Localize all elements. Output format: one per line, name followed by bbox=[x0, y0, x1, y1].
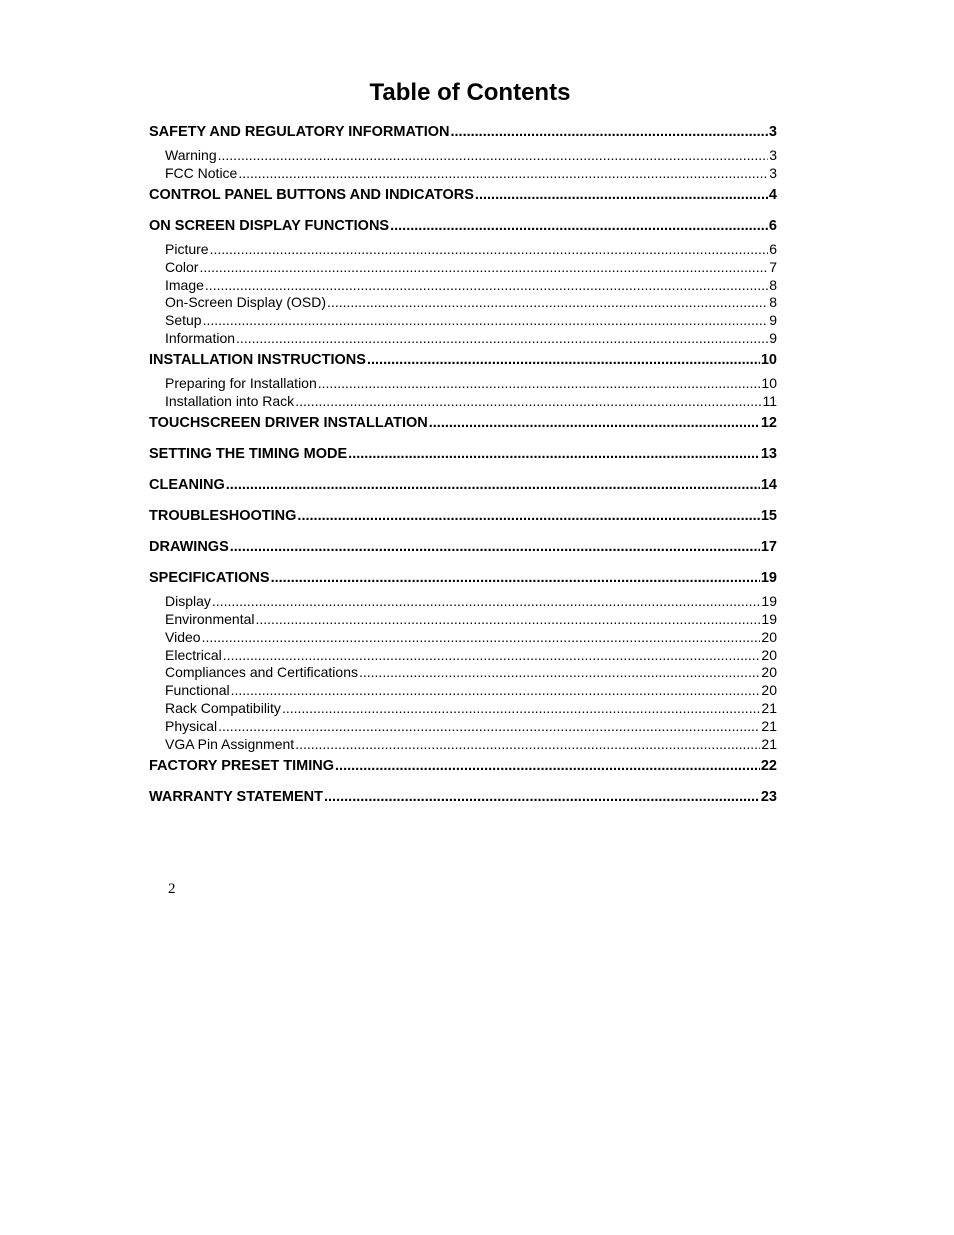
toc-entry-label: Information bbox=[165, 330, 236, 347]
toc-subsection-entry[interactable] bbox=[149, 311, 777, 329]
toc-subsection-entry[interactable] bbox=[149, 392, 777, 410]
toc-subsection-entry[interactable] bbox=[149, 628, 777, 646]
toc-entry-label: Display bbox=[165, 592, 211, 609]
toc-entry-label: Physical bbox=[165, 718, 218, 735]
toc-entry-page: 3 bbox=[768, 124, 777, 140]
toc-entry-page: 12 bbox=[760, 414, 777, 431]
toc-entry-label: Electrical bbox=[165, 646, 222, 663]
toc-entry-label: CONTROL PANEL BUTTONS AND INDICATORS bbox=[149, 186, 474, 203]
toc-dot-leader bbox=[297, 506, 759, 526]
toc-entry-page: 7 bbox=[769, 258, 777, 275]
toc-entry-page: 21 bbox=[761, 736, 777, 753]
toc-entry-page: 11 bbox=[762, 393, 777, 410]
toc-section-entry[interactable] bbox=[149, 756, 777, 776]
toc-dot-leader bbox=[205, 276, 768, 294]
toc-subsection-entry[interactable] bbox=[149, 293, 777, 311]
toc-dot-leader bbox=[203, 311, 769, 329]
toc-entry-label: On-Screen Display (OSD) bbox=[165, 294, 327, 311]
toc-entry-label: Video bbox=[165, 628, 201, 645]
toc-dot-leader bbox=[295, 392, 761, 410]
toc-entry-label: SPECIFICATIONS bbox=[149, 569, 270, 586]
toc-entry-page: 19 bbox=[760, 569, 777, 586]
toc-entry-label: Compliances and Certifications bbox=[165, 664, 358, 681]
toc-entry-page: 19 bbox=[761, 610, 777, 627]
toc-dot-leader bbox=[231, 681, 761, 699]
toc-entry-page: 6 bbox=[768, 217, 777, 234]
toc-dot-leader bbox=[450, 122, 767, 142]
toc-entry-page: 21 bbox=[761, 718, 777, 735]
table-of-contents bbox=[149, 122, 777, 807]
toc-subsection-entry[interactable] bbox=[149, 699, 777, 717]
toc-dot-leader bbox=[223, 646, 761, 664]
toc-entry-label: ON SCREEN DISPLAY FUNCTIONS bbox=[149, 217, 390, 234]
toc-entry-label: TROUBLESHOOTING bbox=[149, 507, 297, 524]
toc-entry-label: INSTALLATION INSTRUCTIONS bbox=[149, 352, 366, 369]
toc-subsection-entry[interactable] bbox=[149, 681, 777, 699]
toc-dot-leader bbox=[212, 592, 761, 610]
toc-entry-label: FCC Notice bbox=[165, 164, 238, 181]
toc-subsection-entry[interactable] bbox=[149, 146, 777, 164]
toc-dot-leader bbox=[335, 756, 760, 776]
toc-dot-leader bbox=[218, 146, 769, 164]
toc-dot-leader bbox=[318, 374, 761, 392]
toc-entry-page: 17 bbox=[760, 538, 777, 555]
toc-entry-label: CLEANING bbox=[149, 476, 225, 493]
toc-entry-page: 20 bbox=[761, 682, 777, 699]
toc-subsection-entry[interactable] bbox=[149, 646, 777, 664]
toc-entry-label: SAFETY AND REGULATORY INFORMATION bbox=[149, 124, 450, 140]
toc-entry-page: 22 bbox=[760, 757, 777, 774]
toc-entry-page: 4 bbox=[768, 186, 777, 203]
toc-section-entry[interactable] bbox=[149, 537, 777, 557]
toc-dot-leader bbox=[390, 216, 768, 236]
toc-entry-page: 6 bbox=[769, 240, 777, 257]
toc-entry-label: Preparing for Installation bbox=[165, 375, 317, 392]
toc-dot-leader bbox=[324, 787, 760, 807]
toc-entry-label: Picture bbox=[165, 240, 209, 257]
toc-subsection-entry[interactable] bbox=[149, 240, 777, 258]
toc-subsection-entry[interactable] bbox=[149, 374, 777, 392]
toc-subsection-entry[interactable] bbox=[149, 258, 777, 276]
toc-entry-page: 13 bbox=[760, 445, 777, 462]
toc-dot-leader bbox=[256, 610, 761, 628]
toc-entry-page: 9 bbox=[769, 312, 777, 329]
toc-entry-label: Image bbox=[165, 276, 204, 293]
toc-entry-label: SETTING THE TIMING MODE bbox=[149, 445, 348, 462]
toc-entry-page: 14 bbox=[760, 476, 777, 493]
toc-subsection-entry[interactable] bbox=[149, 276, 777, 294]
toc-dot-leader bbox=[475, 185, 768, 205]
toc-dot-leader bbox=[218, 717, 760, 735]
toc-entry-page: 19 bbox=[761, 592, 777, 609]
toc-subsection-entry[interactable] bbox=[149, 610, 777, 628]
toc-entry-label: Functional bbox=[165, 682, 230, 699]
toc-entry-page: 3 bbox=[769, 164, 777, 181]
toc-dot-leader bbox=[199, 258, 768, 276]
toc-section-entry[interactable] bbox=[149, 350, 777, 370]
toc-dot-leader bbox=[282, 699, 760, 717]
toc-section-entry[interactable] bbox=[149, 122, 777, 142]
toc-entry-label: Environmental bbox=[165, 610, 255, 627]
toc-entry-label: Rack Compatibility bbox=[165, 700, 281, 717]
toc-entry-page: 10 bbox=[761, 375, 777, 392]
toc-section-entry[interactable] bbox=[149, 475, 777, 495]
toc-dot-leader bbox=[210, 240, 769, 258]
toc-entry-label: Installation into Rack bbox=[165, 393, 295, 410]
toc-dot-leader bbox=[359, 663, 760, 681]
toc-subsection-entry[interactable] bbox=[149, 592, 777, 610]
toc-subsection-entry[interactable] bbox=[149, 663, 777, 681]
toc-entry-page: 8 bbox=[769, 276, 777, 293]
toc-section-entry[interactable] bbox=[149, 568, 777, 588]
toc-entry-page: 3 bbox=[769, 147, 777, 163]
toc-entry-page: 20 bbox=[761, 628, 777, 645]
toc-entry-page: 21 bbox=[761, 700, 777, 717]
toc-section-entry[interactable] bbox=[149, 216, 777, 236]
toc-entry-label: Color bbox=[165, 258, 199, 275]
toc-dot-leader bbox=[238, 164, 768, 182]
toc-subsection-entry[interactable] bbox=[149, 164, 777, 182]
toc-entry-label: Setup bbox=[165, 312, 202, 329]
toc-entry-label: Warning bbox=[165, 147, 217, 163]
toc-subsection-entry[interactable] bbox=[149, 735, 777, 753]
toc-dot-leader bbox=[348, 444, 760, 464]
toc-entry-page: 20 bbox=[761, 646, 777, 663]
toc-dot-leader bbox=[367, 350, 760, 370]
toc-subsection-entry[interactable] bbox=[149, 717, 777, 735]
toc-entry-page: 20 bbox=[761, 664, 777, 681]
toc-entry-label: TOUCHSCREEN DRIVER INSTALLATION bbox=[149, 414, 428, 431]
toc-entry-label: VGA Pin Assignment bbox=[165, 736, 295, 753]
toc-dot-leader bbox=[236, 329, 768, 347]
toc-entry-page: 10 bbox=[760, 352, 777, 369]
toc-section-entry[interactable] bbox=[149, 506, 777, 526]
toc-entry-label: WARRANTY STATEMENT bbox=[149, 788, 323, 805]
toc-dot-leader bbox=[429, 413, 760, 433]
toc-section-entry[interactable] bbox=[149, 413, 777, 433]
toc-entry-page: 23 bbox=[760, 788, 777, 805]
toc-dot-leader bbox=[202, 628, 761, 646]
toc-entry-label: DRAWINGS bbox=[149, 538, 229, 555]
toc-dot-leader bbox=[327, 293, 768, 311]
toc-section-entry[interactable] bbox=[149, 787, 777, 807]
toc-dot-leader bbox=[230, 537, 760, 557]
toc-subsection-entry[interactable] bbox=[149, 329, 777, 347]
toc-entry-page: 8 bbox=[769, 294, 777, 311]
page-title: Table of Contents bbox=[369, 79, 571, 106]
toc-entry-page: 15 bbox=[760, 507, 777, 524]
page-number: 2 bbox=[168, 881, 176, 897]
toc-entry-label: FACTORY PRESET TIMING bbox=[149, 757, 335, 774]
toc-entry-page: 9 bbox=[769, 330, 777, 347]
toc-section-entry[interactable] bbox=[149, 185, 777, 205]
toc-dot-leader bbox=[295, 735, 760, 753]
toc-section-entry[interactable] bbox=[149, 444, 777, 464]
toc-dot-leader bbox=[226, 475, 760, 495]
toc-dot-leader bbox=[271, 568, 760, 588]
